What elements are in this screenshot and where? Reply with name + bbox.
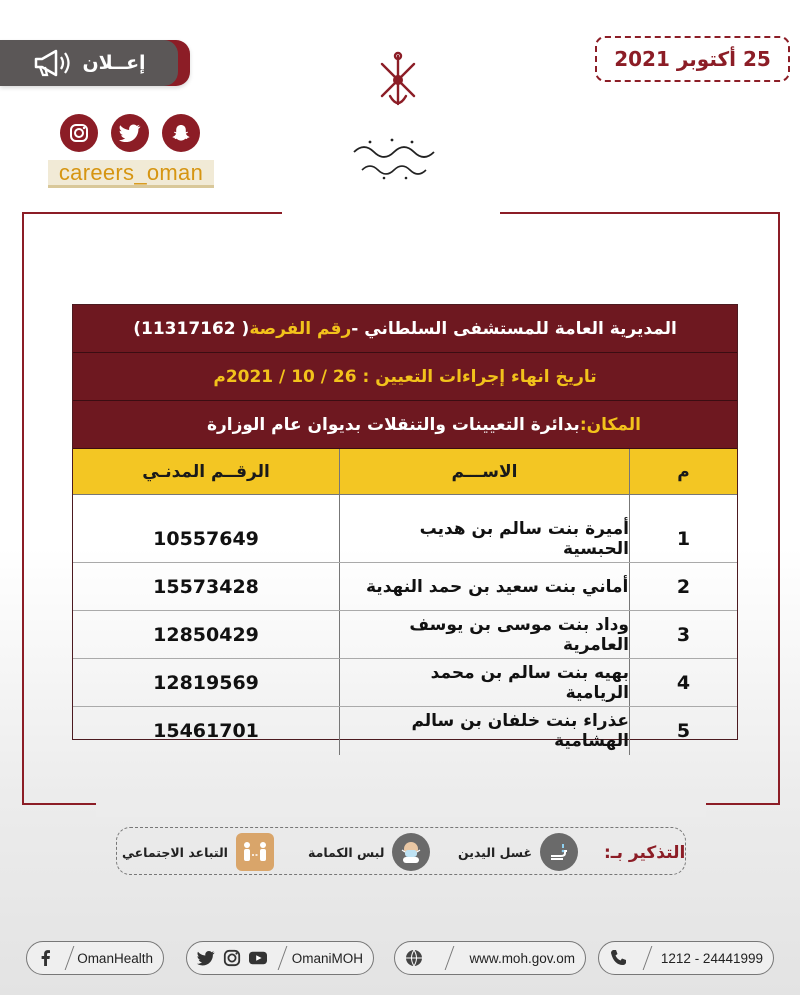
opportunity-label: رقم الفرصة <box>249 318 352 339</box>
row-name: أميرة بنت سالم بن هديب الحبسية <box>339 515 629 562</box>
social-icons-row <box>60 113 200 153</box>
organization-name: المديرية العامة للمستشفى السلطاني - <box>351 318 677 339</box>
footer-facebook[interactable] <box>26 941 164 975</box>
youtube-icon[interactable] <box>249 949 267 967</box>
header-name: الاســـم <box>339 449 629 494</box>
announcement-banner <box>0 40 190 86</box>
reminder-label: التذكير بـ: <box>604 843 686 863</box>
row-name: وداد بنت موسى بن يوسف العامرية <box>339 611 629 658</box>
instagram-icon[interactable] <box>223 949 241 967</box>
footer-phone[interactable] <box>598 941 774 975</box>
phone-number[interactable]: 1212 - 24441999 <box>660 950 763 966</box>
twitter-icon[interactable] <box>111 114 149 152</box>
row-number: 5 <box>629 707 737 755</box>
row-civil-id: 15573428 <box>153 575 259 598</box>
hand-wash-icon <box>540 833 578 871</box>
reminder-social-distance <box>122 832 274 872</box>
row-number: 1 <box>629 515 737 562</box>
table-row <box>73 659 737 707</box>
announcement-tag <box>0 40 178 86</box>
twitter-icon[interactable] <box>197 949 215 967</box>
facebook-handle[interactable]: OmanHealth <box>77 950 153 966</box>
date-badge <box>595 36 790 82</box>
facebook-icon[interactable] <box>37 949 55 967</box>
table-row <box>73 563 737 611</box>
globe-icon[interactable] <box>405 949 423 967</box>
place-value: بدائرة التعيينات والتنقلات بديوان عام الوزارة <box>206 414 580 435</box>
table-row <box>73 515 737 563</box>
footer-social[interactable] <box>186 941 374 975</box>
header-civil-id: الرقــم المدنـي <box>142 461 270 482</box>
table-body <box>73 515 737 755</box>
row-number: 4 <box>629 659 737 706</box>
deadline-row <box>73 353 737 401</box>
deadline-label: تاريخ انهاء إجراءات التعيين : 26 / 10 / 2021م <box>213 366 597 387</box>
careers-handle-bar <box>48 160 214 188</box>
reminder-text: لبس الكمامة <box>308 844 385 860</box>
row-civil-id: 12850429 <box>153 623 259 646</box>
row-civil-id: 12819569 <box>153 671 259 694</box>
announcement-label: إعــلان <box>82 52 146 74</box>
careers-handle: careers_oman <box>58 159 204 185</box>
announcement-date: 25 أكتوبر 2021 <box>614 47 771 71</box>
social-handle[interactable]: OmaniMOH <box>291 950 363 966</box>
website-url[interactable]: www.moh.gov.om <box>469 950 575 966</box>
face-mask-icon <box>392 833 430 871</box>
row-name: أماني بنت سعيد بن حمد النهدية <box>339 563 629 610</box>
row-name: بهيه بنت سالم بن محمد الريامية <box>339 659 629 706</box>
social-distance-icon <box>236 833 274 871</box>
ministry-of-health-logo <box>340 34 460 184</box>
place-row <box>73 401 737 449</box>
opportunity-number: ( 11317162) <box>133 318 250 339</box>
table-row <box>73 707 737 755</box>
row-number: 2 <box>629 563 737 610</box>
row-number: 3 <box>629 611 737 658</box>
instagram-icon[interactable] <box>60 114 98 152</box>
reminder-text: التباعد الاجتماعي <box>122 844 228 860</box>
row-name: عذراء بنت خلفان بن سالم الهشامية <box>339 707 629 755</box>
header-number: م <box>629 449 737 494</box>
table-row <box>73 611 737 659</box>
place-label: المكان: <box>579 414 641 435</box>
row-civil-id: 15461701 <box>153 720 259 742</box>
phone-icon[interactable] <box>609 949 627 967</box>
row-civil-id: 10557649 <box>153 527 259 550</box>
footer-website[interactable] <box>394 941 586 975</box>
megaphone-icon <box>32 48 70 78</box>
footer-social-icons <box>197 949 267 967</box>
table-header <box>73 449 737 495</box>
snapchat-icon[interactable] <box>162 114 200 152</box>
reminder-face-mask <box>308 832 430 872</box>
reminder-text: غسل اليدين <box>458 844 533 860</box>
appointment-table <box>72 304 738 751</box>
organization-row <box>73 305 737 353</box>
reminder-hand-wash <box>458 832 578 872</box>
